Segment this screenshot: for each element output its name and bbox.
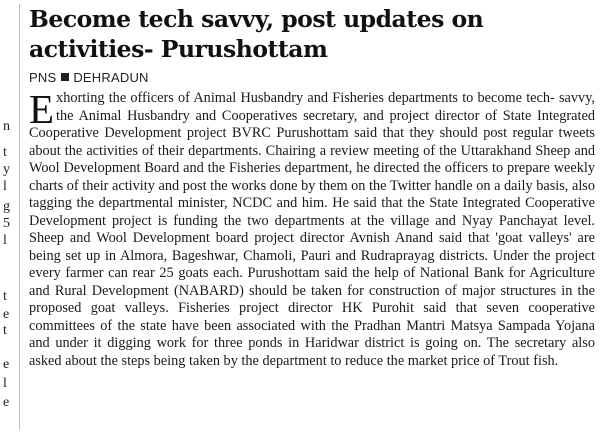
adjacent-letter: t xyxy=(3,289,7,304)
article-body xyxy=(29,86,595,370)
adjacent-letter: e xyxy=(3,395,10,410)
drop-cap: E xyxy=(29,86,55,132)
byline-location: DEHRADUN xyxy=(73,70,149,85)
adjacent-letter: l xyxy=(3,233,7,248)
adjacent-letter: e xyxy=(3,307,10,322)
article-body-text: xhorting the officers of Animal Husbandry and Fisheries departments to become tech- savvy, the Animal Husbandry and Cooperatives secretary, and project director of State Integrated Cooperative Development project BVRC Purushottam said that they should post regular tweets about the activities of their departments. Chairing a review meeting of the Uttarakhand Sheep and Wool Development Board and the Fisheries department, he directed the officers to prepare weekly charts of their activity and post the works done by them on the Twitter handle on a daily basis, also tagging the departmental minister, NCDC and him. He said that the State Integrated Cooperative Development project is funding the two departments at the village and Nyay Panchayat level. Sheep and Wool Development board project director Avnish Anand said that 'goat valleys' are being set up in Almora, Bageshwar, Chamoli, Pauri and Rudraprayag districts. Under the project every farmer can rear 25 goats each. Purushottam said the help of National Bank for Agriculture and Rural Development (NABARD) should be taken for construction of major structures in the proposed goat valleys. Fisheries project director HK Purohit said that seven cooperative committees of the state have been associated with the Pradhan Mantri Matsya Sampada Yojana and under it digging work for three ponds in Haridwar district is going on. The secretary also asked about the steps being taken by the department to reduce the market price of Trout fish. xyxy=(29,90,595,369)
adjacent-column-fragment xyxy=(0,0,14,432)
article-byline xyxy=(29,70,595,86)
adjacent-letter: y xyxy=(3,162,10,177)
adjacent-letter: e xyxy=(3,357,10,372)
adjacent-letter: t xyxy=(3,323,7,338)
byline-agency: PNS xyxy=(29,70,57,85)
adjacent-letter: n xyxy=(3,119,10,134)
adjacent-letter: l xyxy=(3,376,7,391)
news-article xyxy=(29,0,595,432)
adjacent-letter: t xyxy=(3,145,7,160)
adjacent-letter: l xyxy=(3,179,7,194)
column-divider xyxy=(19,4,20,430)
adjacent-letter: 5 xyxy=(3,216,10,231)
byline-square-icon xyxy=(61,73,69,81)
adjacent-letter: g xyxy=(3,199,10,214)
article-headline: Become tech savvy, post updates on activities- Purushottam xyxy=(29,5,484,63)
